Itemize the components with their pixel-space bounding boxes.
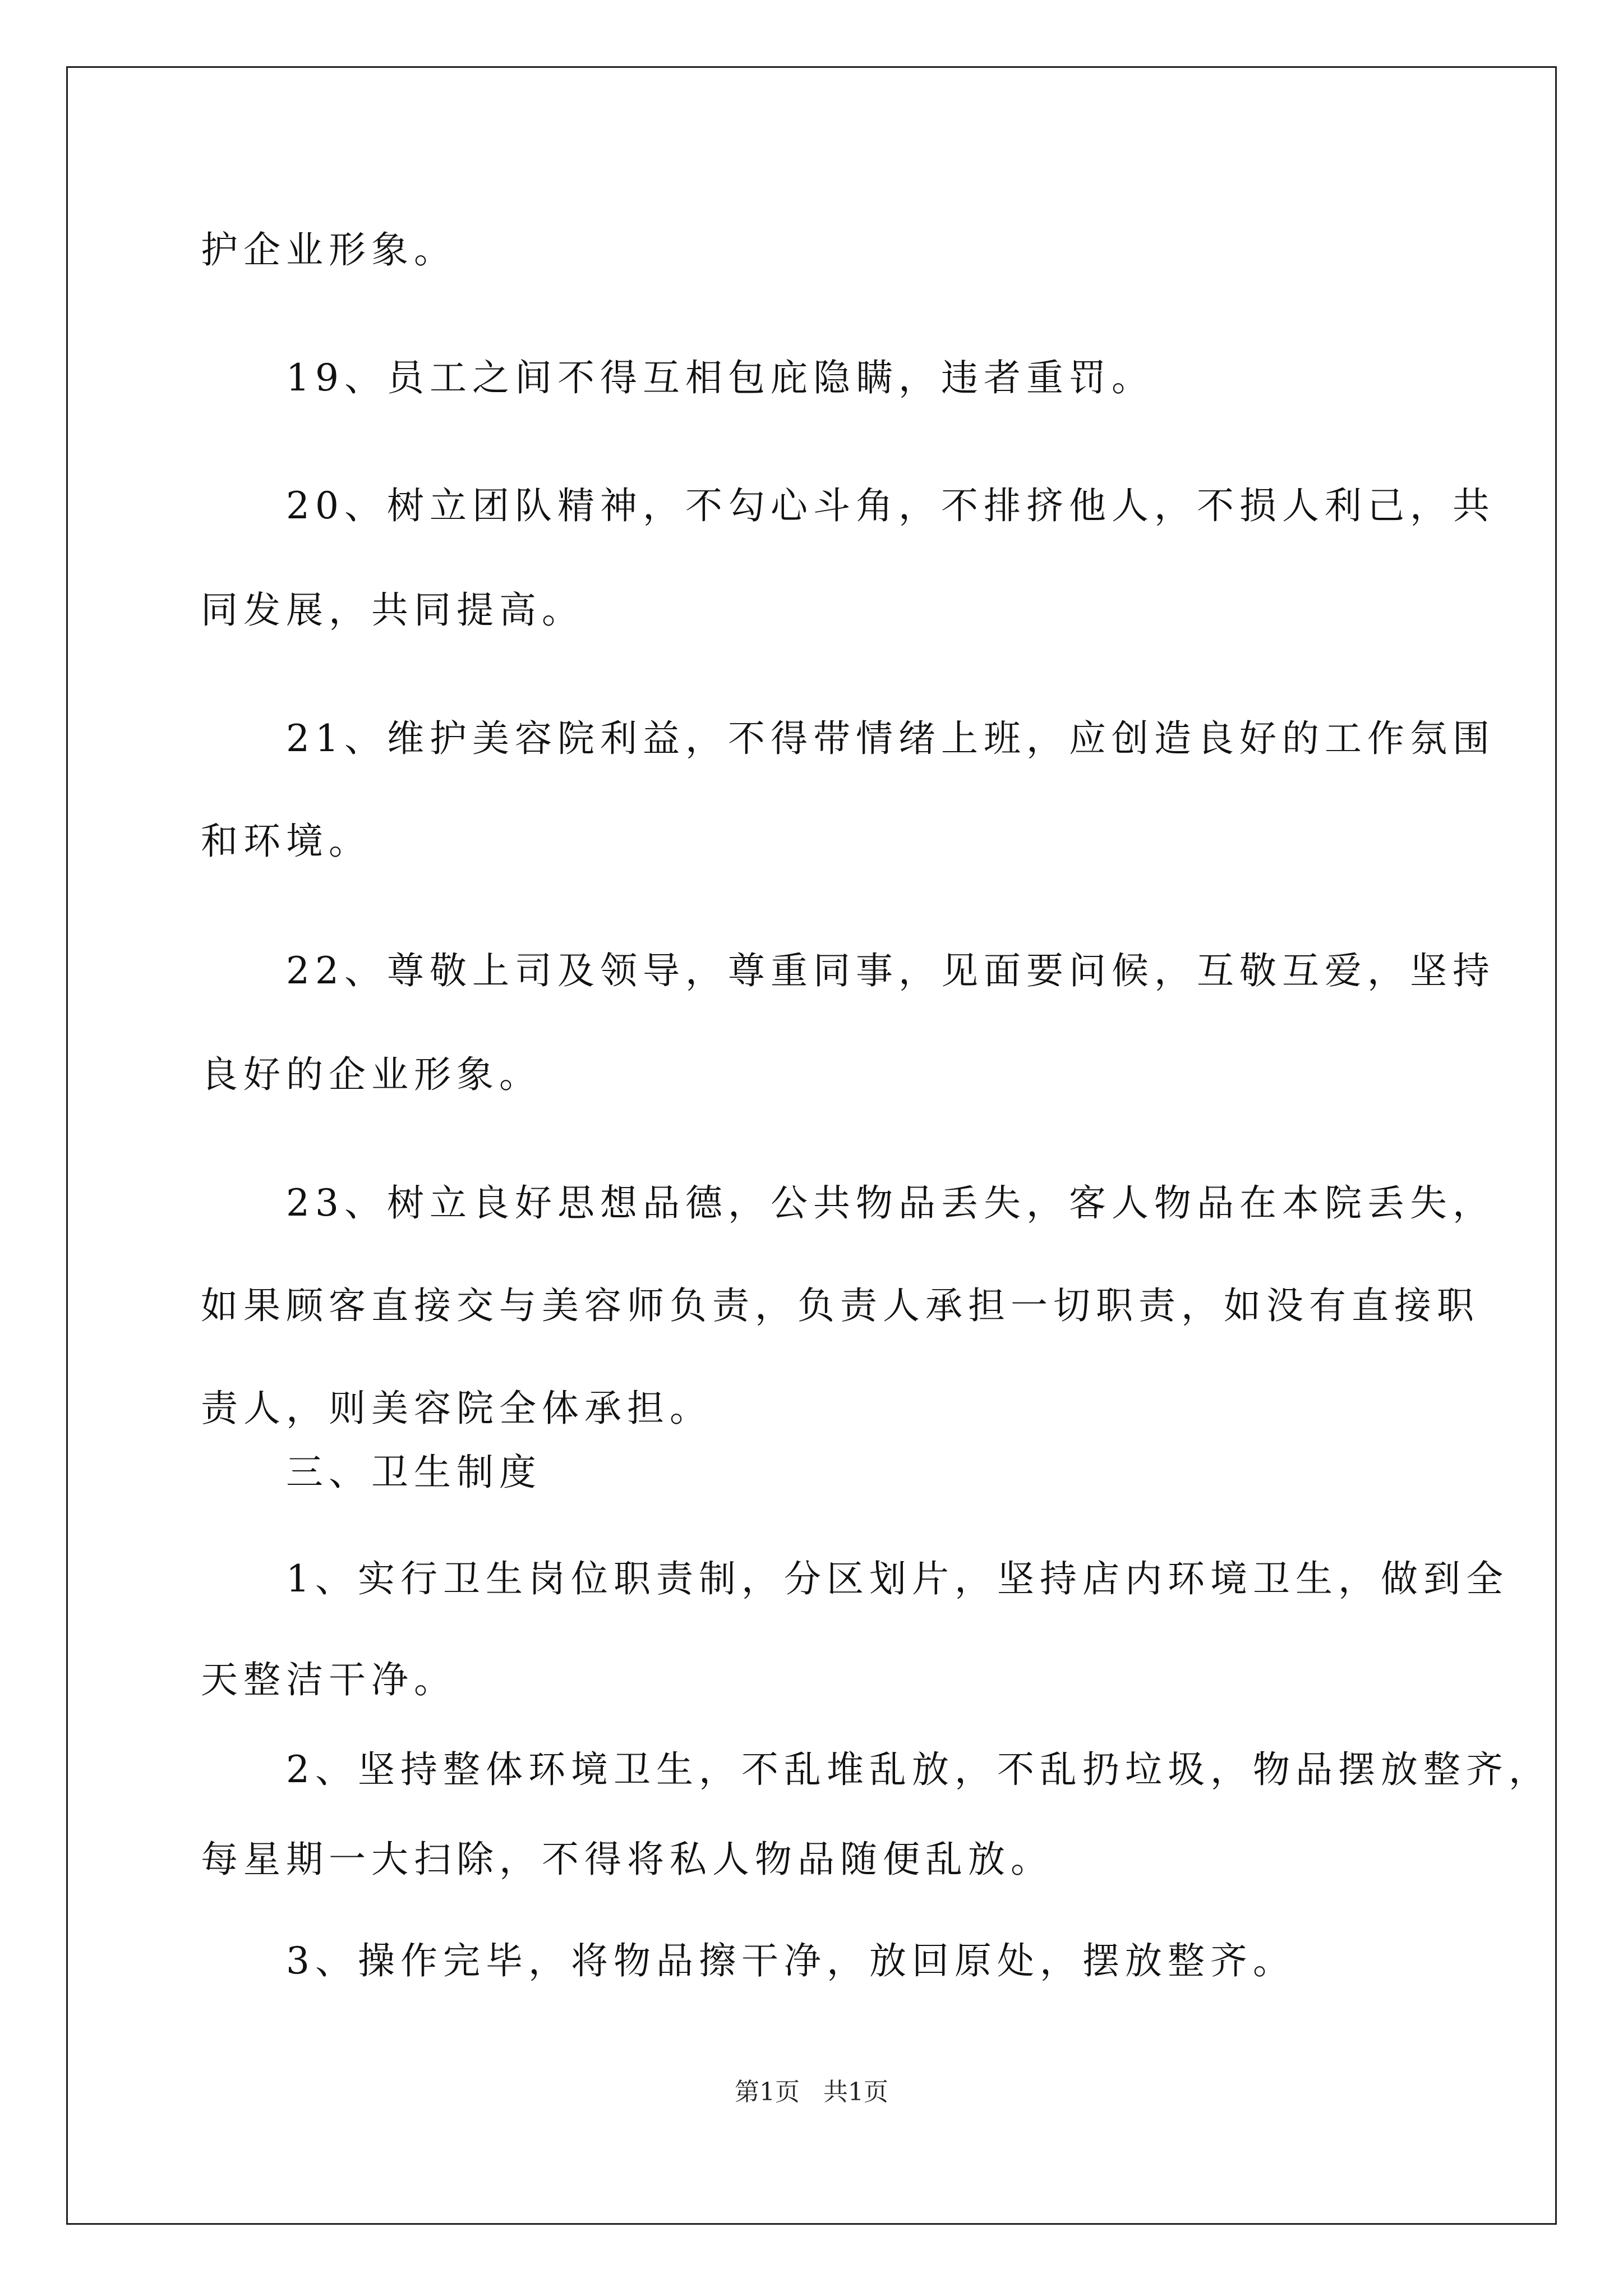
section-heading: 三、卫生制度	[201, 1451, 542, 1494]
text-line: 每星期一大扫除，不得将私人物品随便乱放。	[201, 1838, 1053, 1881]
text-line: 良好的企业形象。	[201, 1053, 542, 1096]
text-line: 1、实行卫生岗位职责制，分区划片，坚持店内环境卫生，做到全	[201, 1557, 1509, 1600]
text-line: 23、树立良好思想品德，公共物品丢失，客人物品在本院丢失，	[201, 1181, 1495, 1225]
text-line: 责人，则美容院全体承担。	[201, 1387, 712, 1430]
text-line: 20、树立团队精神，不勾心斗角，不排挤他人，不损人利己，共	[201, 484, 1495, 527]
text-line: 同发展，共同提高。	[201, 588, 584, 632]
text-line: 3、操作完毕，将物品擦干净，放回原处，摆放整齐。	[201, 1939, 1295, 1982]
text-line: 21、维护美容院利益，不得带情绪上班，应创造良好的工作氛围	[201, 717, 1495, 760]
text-line: 22、尊敬上司及领导，尊重同事，见面要问候，互敬互爱，坚持	[201, 949, 1495, 992]
text-line: 天整洁干净。	[201, 1658, 457, 1701]
text-line: 如果顾客直接交与美容师负责，负责人承担一切职责，如没有直接职	[201, 1284, 1479, 1327]
text-line: 和环境。	[201, 820, 371, 863]
text-line: 19、员工之间不得互相包庇隐瞒，违者重罚。	[201, 356, 1154, 399]
text-line: 2、坚持整体环境卫生，不乱堆乱放，不乱扔垃圾，物品摆放整齐，	[201, 1748, 1551, 1791]
page-footer: 第1页 共1页	[735, 2078, 888, 2106]
text-line: 护企业形象。	[201, 228, 457, 272]
